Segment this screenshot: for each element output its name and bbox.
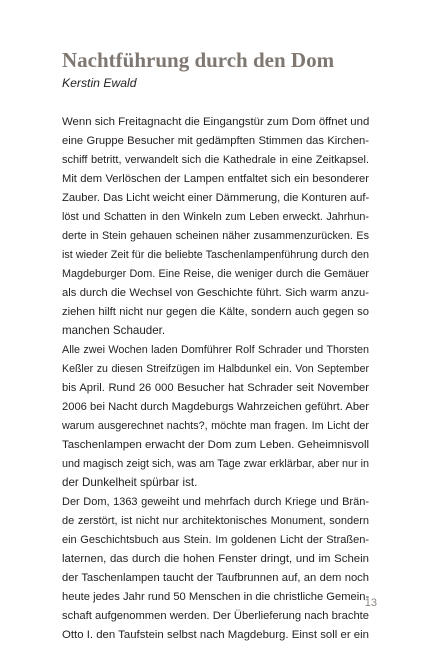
text-line: de zerstört, ist nicht nur architektonisches Monument, sondern	[62, 515, 369, 527]
article-title: Nachtführung durch den Dom	[62, 48, 335, 72]
text-line: ein Geschichtsbuch aus Stein. Im goldenen Licht der Straßen-	[62, 534, 369, 546]
text-line: manchen Schauder.	[62, 324, 166, 337]
text-line: eine Gruppe Besucher mit gedämpften Stimmen das Kirchen-	[62, 135, 369, 147]
text-line: löst und Schatten in den Winkeln zum Leben erweckt. Jahrhun-	[62, 211, 369, 223]
page-number: 13	[364, 597, 377, 609]
text-line: und magisch zeigt sich, was am Tage zwar erklärbar, aber nur in	[62, 458, 370, 470]
text-line: Alle zwei Wochen laden Domführer Rolf Schrader und Thorsten	[62, 344, 369, 356]
text-line: Magdeburger Dom. Eine Reise, die weniger durch die Gemäuer	[62, 268, 369, 280]
author-name: Kerstin Ewald	[62, 76, 137, 90]
text-line: Otto I. den Taufstein selbst nach Magdeburg. Einst soll er ein	[62, 629, 369, 641]
text-line: 2006 bei Nacht durch Magdeburgs Wahrzeichen geführt. Aber	[62, 401, 369, 413]
text-line: der Taschenlampen taucht der Taufbrunnen auf, an dem noch	[62, 572, 369, 584]
text-line: als durch die Wechsel von Geschichte führt. Sich warm anzu-	[62, 287, 369, 299]
text-line: bis April. Rund 26 000 Besucher hat Schrader seit November	[62, 382, 369, 394]
text-line: ziehen hilft nicht nur gegen die Kälte, sondern auch gegen so	[62, 306, 369, 318]
text-line: schiff betritt, verwandelt sich die Kathedrale in eine Zeitkapsel.	[62, 154, 369, 166]
text-line: schaft aufgenommen werden. Der Überlieferung nach brachte	[62, 610, 369, 622]
text-line: ist wieder Zeit für die beliebte Taschenlampenführung durch den	[62, 249, 369, 261]
text-line: der Dunkelheit spürbar ist.	[62, 476, 198, 489]
text-line: Keßler zu diesen Streifzügen im Halbdunkel ein. Von September	[62, 363, 369, 375]
text-line: heute jedes Jahr rund 50 Menschen in die christliche Gemein-	[62, 591, 370, 603]
text-line: Zauber. Das Licht weicht einer Dämmerung, die Konturen auf-	[62, 192, 370, 204]
text-line: laternen, das durch die hohen Fenster dringt, und im Schein	[62, 553, 369, 565]
text-line: Mit dem Verlöschen der Lampen entfaltet sich ein besonderer	[62, 173, 369, 185]
text-line: Der Dom, 1363 geweiht und mehrfach durch Kriege und Brän-	[62, 496, 369, 508]
text-line: Wenn sich Freitagnacht die Eingangstür zum Dom öffnet und	[62, 116, 370, 128]
text-line: derte in Stein gehauen scheinen näher zusammenzurücken. Es	[62, 230, 369, 242]
text-line: Taschenlampen erwacht der Dom zum Leben. Geheimnisvoll	[62, 439, 370, 451]
text-line: warum ausgerechnet nachts?, möchte man fragen. Im Licht der	[62, 420, 369, 432]
